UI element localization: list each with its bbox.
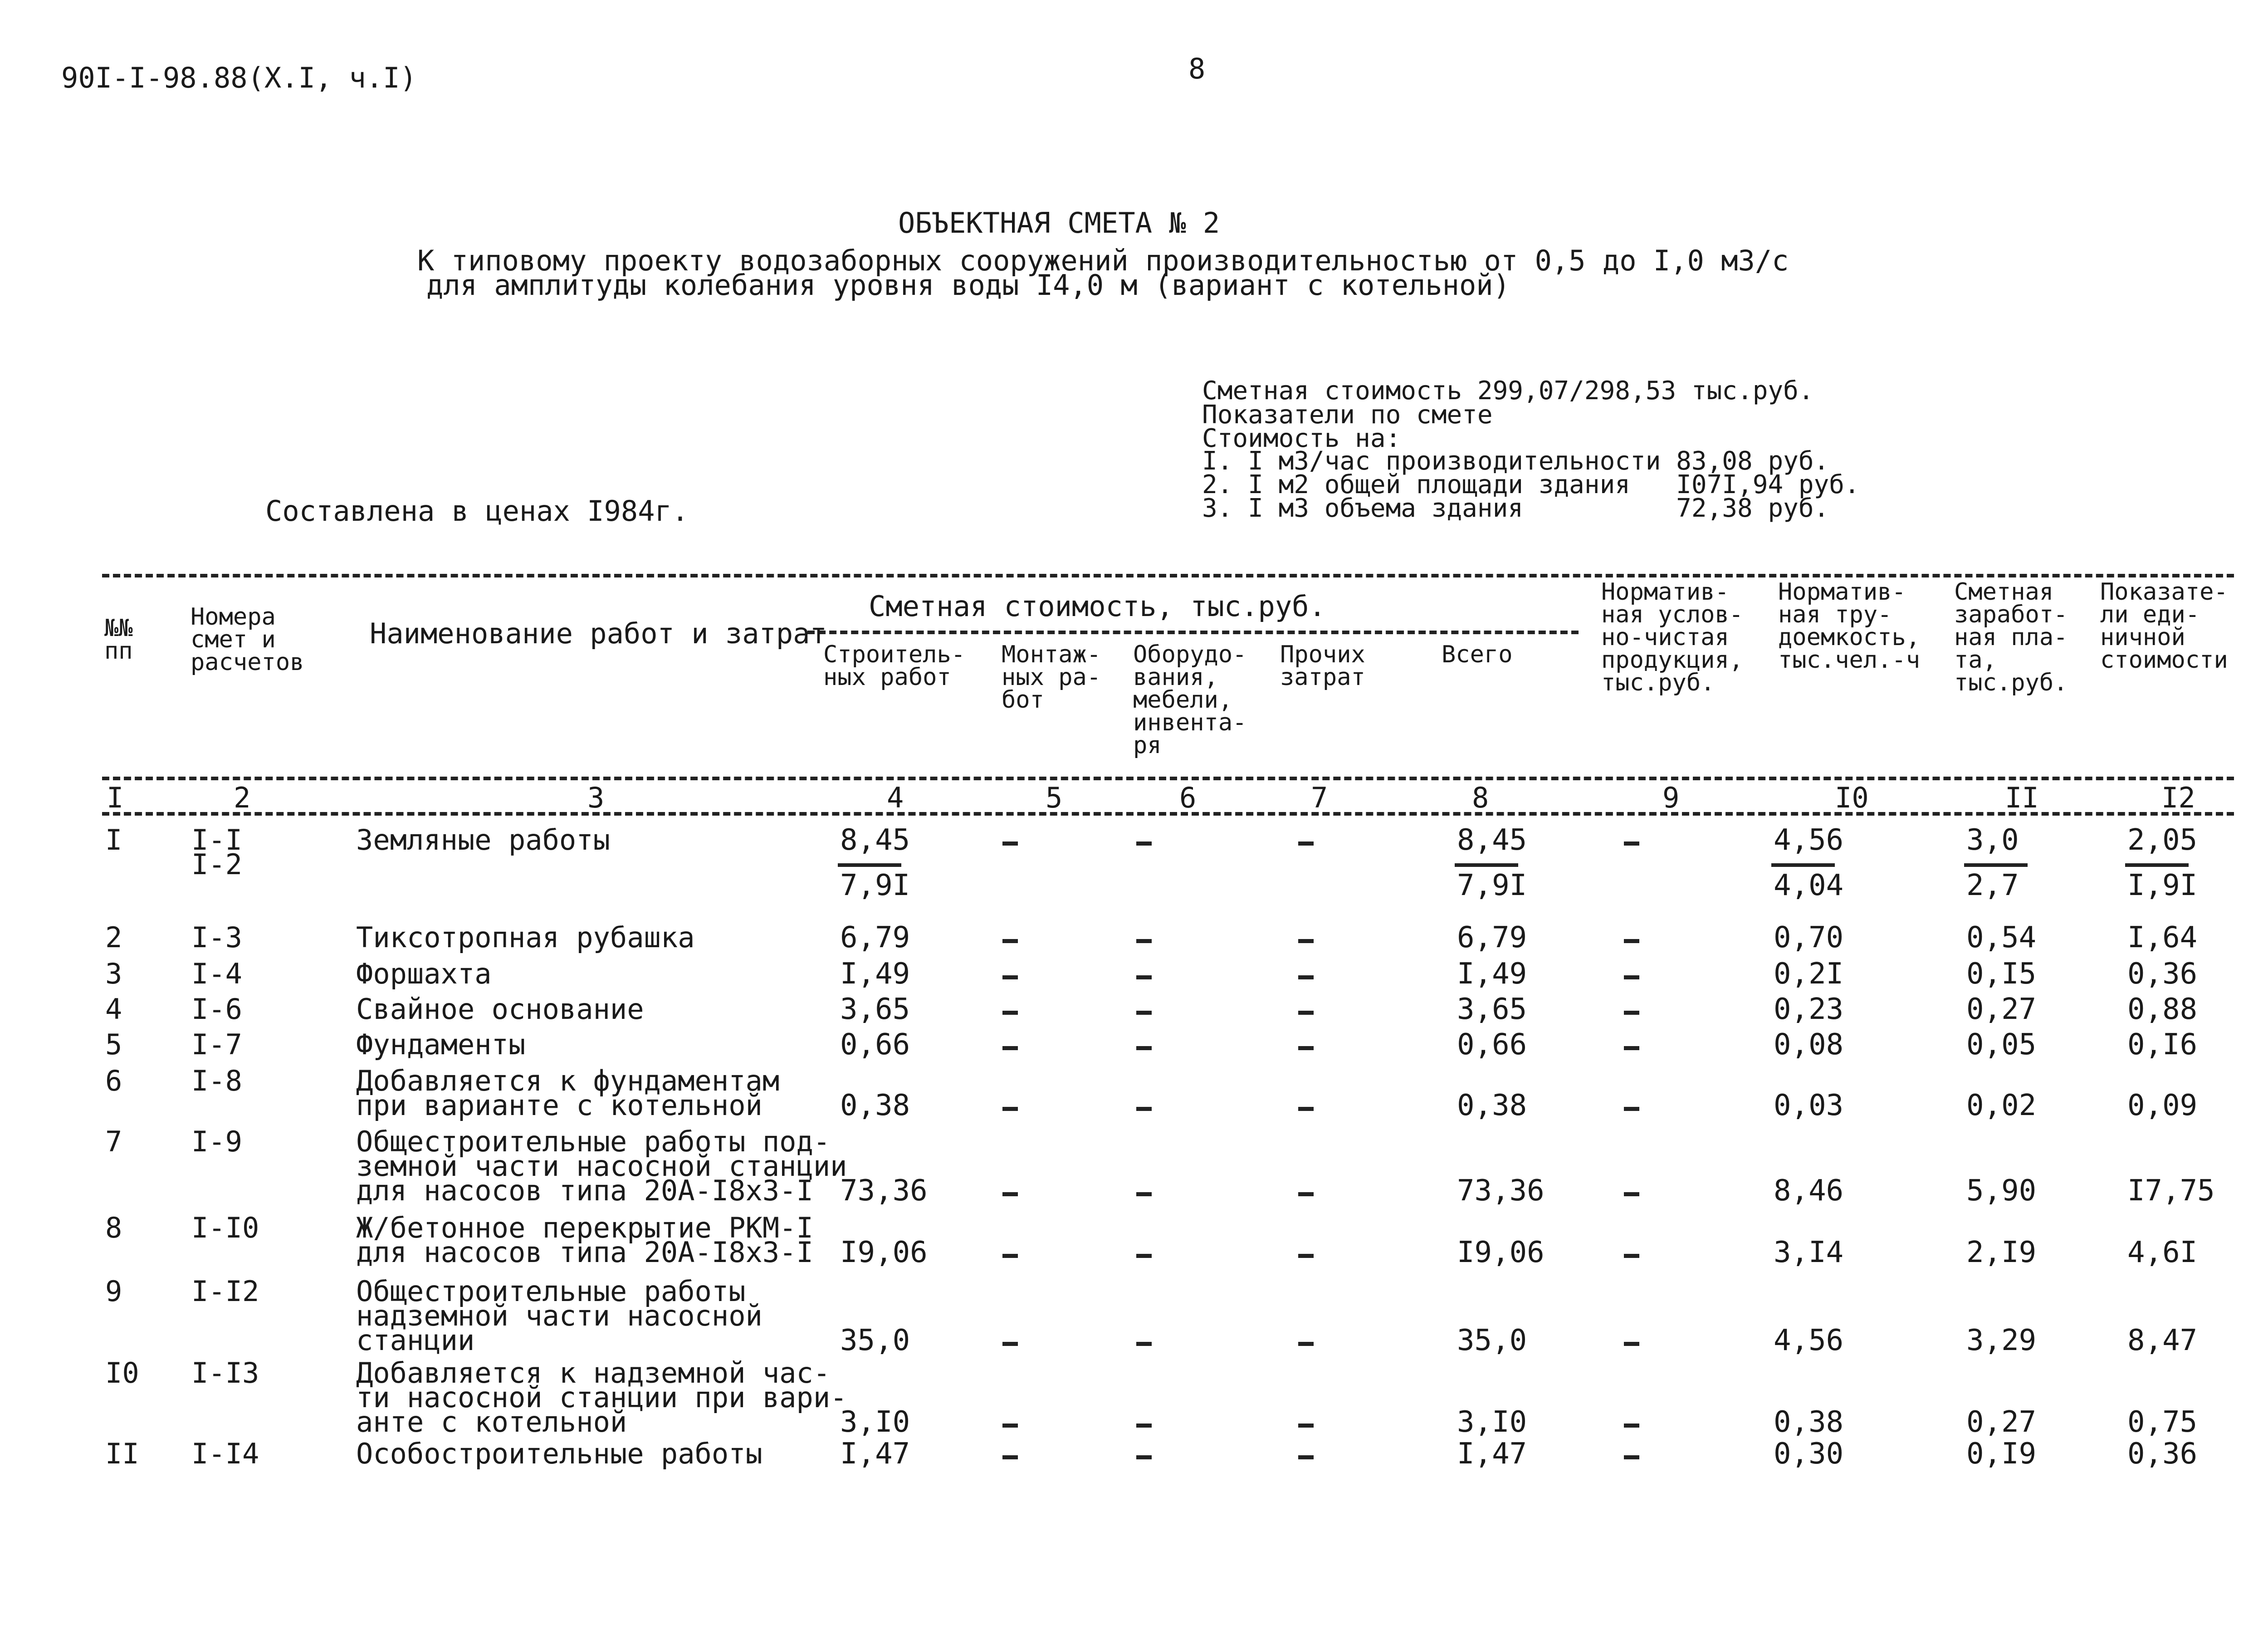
row-estimate-code: I-I0 — [191, 1211, 259, 1244]
row-value-c12: 0,75 — [2127, 1405, 2198, 1439]
row-number: 4 — [105, 993, 122, 1026]
document-code: 90I-I-98.88(X.I, ч.I) — [61, 61, 417, 94]
fraction-line-c11 — [1964, 863, 2028, 867]
subtitle-line-1: К типовому проекту водозаборных сооружений производительностью от 0,5 до I,0 м3/с — [417, 244, 1789, 277]
row-value-c12: 0,88 — [2127, 993, 2198, 1026]
row-dash-c9 — [1624, 1107, 1639, 1111]
row-value-c4: 73,36 — [840, 1174, 928, 1208]
row-estimate-code: I-3 — [191, 921, 242, 954]
colnum-4: 4 — [887, 781, 904, 814]
summary-line-2: Показатели по смете — [1202, 400, 1493, 430]
row-dash-c6 — [1136, 1011, 1152, 1015]
header-col11: Сметная заработ- ная пла- та, тыс.руб. — [1954, 578, 2068, 696]
row-value-c12: I,64 — [2127, 921, 2198, 954]
fraction-line-c12 — [2125, 863, 2189, 867]
row-value-c12: 4,6I — [2127, 1236, 2198, 1269]
row-value-c11: 0,27 — [1966, 993, 2037, 1026]
summary-line-5: 2. I м2 общей площади здания I07I,94 руб. — [1202, 470, 1860, 499]
row-dash-c6 — [1136, 1254, 1152, 1258]
row-value-c10: 0,03 — [1774, 1089, 1844, 1122]
row-dash-c6 — [1136, 1424, 1152, 1428]
row-value-c12: 0,36 — [2127, 1437, 2198, 1471]
table-rule-colnum-top — [102, 777, 2234, 780]
row-dash-c9 — [1624, 939, 1639, 943]
row-work-name: Фундаменты — [356, 1028, 526, 1061]
row-value-c4: I,49 — [840, 957, 910, 991]
row-value-c10: 0,30 — [1774, 1437, 1844, 1471]
table-rule-top — [102, 574, 2234, 577]
page-number: 8 — [1188, 52, 1206, 85]
header-col3: Наименование работ и затрат — [370, 617, 827, 650]
row-number: 3 — [105, 957, 122, 990]
row-work-name: Добавляется к надземной час- ти насосной станции при вари- анте с котельной — [356, 1356, 847, 1438]
row-dash-c5 — [1002, 1046, 1018, 1050]
colnum-12: I2 — [2161, 781, 2195, 814]
row-dash-c5 — [1002, 1342, 1018, 1346]
row-value-c8: I,47 — [1457, 1437, 1527, 1471]
row-dash-c7 — [1298, 1424, 1314, 1428]
row-dash-c7 — [1298, 1011, 1314, 1015]
row-number: 8 — [105, 1211, 122, 1244]
row-value-c4: I9,06 — [840, 1236, 928, 1269]
row-value-c10: 0,2I — [1774, 957, 1844, 991]
summary-line-3: Стоимость на: — [1202, 424, 1401, 453]
row-value-c11: 0,54 — [1966, 921, 2037, 954]
row-dash-c5 — [1002, 1192, 1018, 1196]
row-value-c4: 0,38 — [840, 1089, 910, 1122]
row-value-c8: 6,79 — [1457, 921, 1527, 954]
row-dash-c9 — [1624, 1424, 1639, 1428]
row-value-c8: 0,38 — [1457, 1089, 1527, 1122]
colnum-7: 7 — [1311, 781, 1328, 814]
row-value-c8: 8,45 — [1457, 823, 1527, 857]
row-estimate-code: I-I4 — [191, 1437, 259, 1470]
row-number: I — [105, 823, 122, 856]
header-col2: Номера смет и расчетов — [191, 603, 304, 676]
row-value-c4: I,47 — [840, 1437, 910, 1471]
row-value-c11: 0,I5 — [1966, 957, 2037, 991]
row-value-c12: 0,36 — [2127, 957, 2198, 991]
row-dash-c6 — [1136, 1107, 1152, 1111]
row-number: 6 — [105, 1064, 122, 1097]
fraction-line-c4 — [838, 863, 901, 867]
row-estimate-code: I-8 — [191, 1064, 242, 1097]
row-value-c10: 0,38 — [1774, 1405, 1844, 1439]
summary-line-1: Сметная стоимость 299,07/298,53 тыс.руб. — [1202, 376, 1814, 406]
row-dash-c7 — [1298, 1254, 1314, 1258]
row-value-c8-alt: 7,9I — [1457, 869, 1527, 902]
row-dash-c6 — [1136, 975, 1152, 979]
row-estimate-code: I-I I-2 — [191, 823, 242, 881]
row-value-c11: 2,I9 — [1966, 1236, 2037, 1269]
row-dash-c7 — [1298, 1046, 1314, 1050]
row-dash-c7 — [1298, 1107, 1314, 1111]
row-value-c10-alt: 4,04 — [1774, 869, 1844, 902]
row-dash-c5 — [1002, 975, 1018, 979]
header-col8: Всего — [1442, 641, 1513, 668]
row-dash-c9 — [1624, 1342, 1639, 1346]
header-cost-group: Сметная стоимость, тыс.руб. — [869, 590, 1326, 623]
row-dash-c9 — [1624, 1192, 1639, 1196]
row-value-c4: 35,0 — [840, 1324, 910, 1357]
row-value-c11: 3,29 — [1966, 1324, 2037, 1357]
row-value-c4: 0,66 — [840, 1028, 910, 1062]
row-dash-c5 — [1002, 1011, 1018, 1015]
row-value-c10: 0,23 — [1774, 993, 1844, 1026]
row-dash-c5 — [1002, 1107, 1018, 1111]
row-value-c12: 2,05 — [2127, 823, 2198, 857]
row-work-name: Свайное основание — [356, 993, 644, 1026]
subtitle-line-2: для амплитуды колебания уровня воды I4,0 м (вариант с котельной) — [426, 269, 1510, 302]
row-work-name: Земляные работы — [356, 823, 610, 856]
row-value-c12: 0,I6 — [2127, 1028, 2198, 1062]
row-value-c11: 5,90 — [1966, 1174, 2037, 1208]
row-value-c8: I,49 — [1457, 957, 1527, 991]
summary-line-4: I. I м3/час производительности 83,08 руб. — [1202, 446, 1829, 476]
row-value-c8: 0,66 — [1457, 1028, 1527, 1062]
row-number: I0 — [105, 1356, 139, 1389]
row-value-c10: 8,46 — [1774, 1174, 1844, 1208]
row-value-c4: 3,I0 — [840, 1405, 910, 1439]
row-estimate-code: I-7 — [191, 1028, 242, 1061]
row-work-name: Тиксотропная рубашка — [356, 921, 695, 954]
fraction-line-c8 — [1455, 863, 1518, 867]
row-work-name: Общестроительные работы под- земной части насосной станции для насосов типа 20А-I8х3-I — [356, 1125, 847, 1207]
row-estimate-code: I-I3 — [191, 1356, 259, 1389]
row-dash-c9 — [1624, 1046, 1639, 1050]
header-col9: Норматив- ная услов- но-чистая продукция, тыс.руб. — [1601, 578, 1744, 696]
row-work-name: Ж/бетонное перекрытие РКМ-I для насосов типа 20А-I8х3-I — [356, 1211, 813, 1269]
colnum-2: 2 — [234, 781, 251, 814]
row-dash-c6 — [1136, 1046, 1152, 1050]
row-dash-c5 — [1002, 1254, 1018, 1258]
row-value-c10: 4,56 — [1774, 1324, 1844, 1357]
header-col12: Показате- ли еди- ничной стоимости — [2100, 578, 2228, 674]
fraction-line-c10 — [1771, 863, 1835, 867]
row-estimate-code: I-I2 — [191, 1275, 259, 1308]
row-number: 5 — [105, 1028, 122, 1061]
row-value-c8: 73,36 — [1457, 1174, 1545, 1208]
table-rule-subgroup — [807, 631, 1579, 634]
row-dash-c9 — [1624, 1455, 1639, 1459]
row-value-c8: I9,06 — [1457, 1236, 1545, 1269]
row-dash-c7 — [1298, 1192, 1314, 1196]
row-value-c4: 8,45 — [840, 823, 910, 857]
row-number: 7 — [105, 1125, 122, 1158]
row-dash-c7 — [1298, 975, 1314, 979]
row-dash-c5 — [1002, 1455, 1018, 1459]
row-value-c8: 3,65 — [1457, 993, 1527, 1026]
row-value-c10: 4,56 — [1774, 823, 1844, 857]
row-value-c12-alt: I,9I — [2127, 869, 2198, 902]
row-dash-c6 — [1136, 1455, 1152, 1459]
row-value-c11: 0,05 — [1966, 1028, 2037, 1062]
row-value-c8: 35,0 — [1457, 1324, 1527, 1357]
table-rule-colnum-bottom — [102, 812, 2234, 816]
row-value-c12: 8,47 — [2127, 1324, 2198, 1357]
row-value-c4: 3,65 — [840, 993, 910, 1026]
row-number: 9 — [105, 1275, 122, 1308]
row-value-c12: I7,75 — [2127, 1174, 2215, 1208]
colnum-3: 3 — [587, 781, 605, 814]
row-value-c11: 0,27 — [1966, 1405, 2037, 1439]
header-col10: Норматив- ная тру- доемкость, тыс.чел.-ч — [1778, 578, 1921, 674]
colnum-1: I — [107, 781, 124, 814]
row-dash-c7 — [1298, 939, 1314, 943]
row-work-name: Особостроительные работы — [356, 1437, 763, 1470]
prices-note: Составлена в ценах I984г. — [265, 494, 689, 528]
row-value-c4-alt: 7,9I — [840, 869, 910, 902]
colnum-10: I0 — [1835, 781, 1869, 814]
colnum-11: II — [2005, 781, 2039, 814]
row-dash-c7 — [1298, 841, 1314, 846]
row-value-c11: 0,02 — [1966, 1089, 2037, 1122]
header-col1: №№ пп — [104, 615, 133, 665]
colnum-5: 5 — [1046, 781, 1063, 814]
row-value-c11-alt: 2,7 — [1966, 869, 2019, 902]
row-value-c12: 0,09 — [2127, 1089, 2198, 1122]
summary-line-6: 3. I м3 объема здания 72,38 руб. — [1202, 494, 1829, 523]
row-number: II — [105, 1437, 139, 1470]
row-dash-c9 — [1624, 1011, 1639, 1015]
row-value-c11: 0,I9 — [1966, 1437, 2037, 1471]
document-title: ОБЪЕКТНАЯ СМЕТА № 2 — [898, 206, 1220, 240]
row-dash-c7 — [1298, 1455, 1314, 1459]
row-dash-c5 — [1002, 939, 1018, 943]
row-value-c10: 3,I4 — [1774, 1236, 1844, 1269]
row-dash-c9 — [1624, 975, 1639, 979]
header-col5: Монтаж- ных ра- бот — [1002, 641, 1101, 714]
row-value-c8: 3,I0 — [1457, 1405, 1527, 1439]
colnum-9: 9 — [1662, 781, 1680, 814]
row-estimate-code: I-4 — [191, 957, 242, 990]
row-value-c11: 3,0 — [1966, 823, 2019, 857]
row-work-name: Форшахта — [356, 957, 492, 990]
header-col6: Оборудо- вания, мебели, инвента- ря — [1133, 641, 1247, 759]
row-dash-c5 — [1002, 1424, 1018, 1428]
row-number: 2 — [105, 921, 122, 954]
row-dash-c7 — [1298, 1342, 1314, 1346]
header-col4: Строитель- ных работ — [823, 641, 966, 691]
row-dash-c6 — [1136, 841, 1152, 846]
colnum-8: 8 — [1472, 781, 1489, 814]
row-work-name: Добавляется к фундаментам при варианте с котельной — [356, 1064, 780, 1122]
row-dash-c6 — [1136, 1192, 1152, 1196]
row-dash-c6 — [1136, 1342, 1152, 1346]
colnum-6: 6 — [1179, 781, 1197, 814]
row-value-c4: 6,79 — [840, 921, 910, 954]
row-value-c10: 0,08 — [1774, 1028, 1844, 1062]
row-estimate-code: I-9 — [191, 1125, 242, 1158]
header-col7: Прочих затрат — [1280, 641, 1365, 691]
row-dash-c5 — [1002, 841, 1018, 846]
row-work-name: Общестроительные работы надземной части насосной станции — [356, 1275, 763, 1357]
row-estimate-code: I-6 — [191, 993, 242, 1026]
row-dash-c6 — [1136, 939, 1152, 943]
row-dash-c9 — [1624, 841, 1639, 846]
row-value-c10: 0,70 — [1774, 921, 1844, 954]
row-dash-c9 — [1624, 1254, 1639, 1258]
